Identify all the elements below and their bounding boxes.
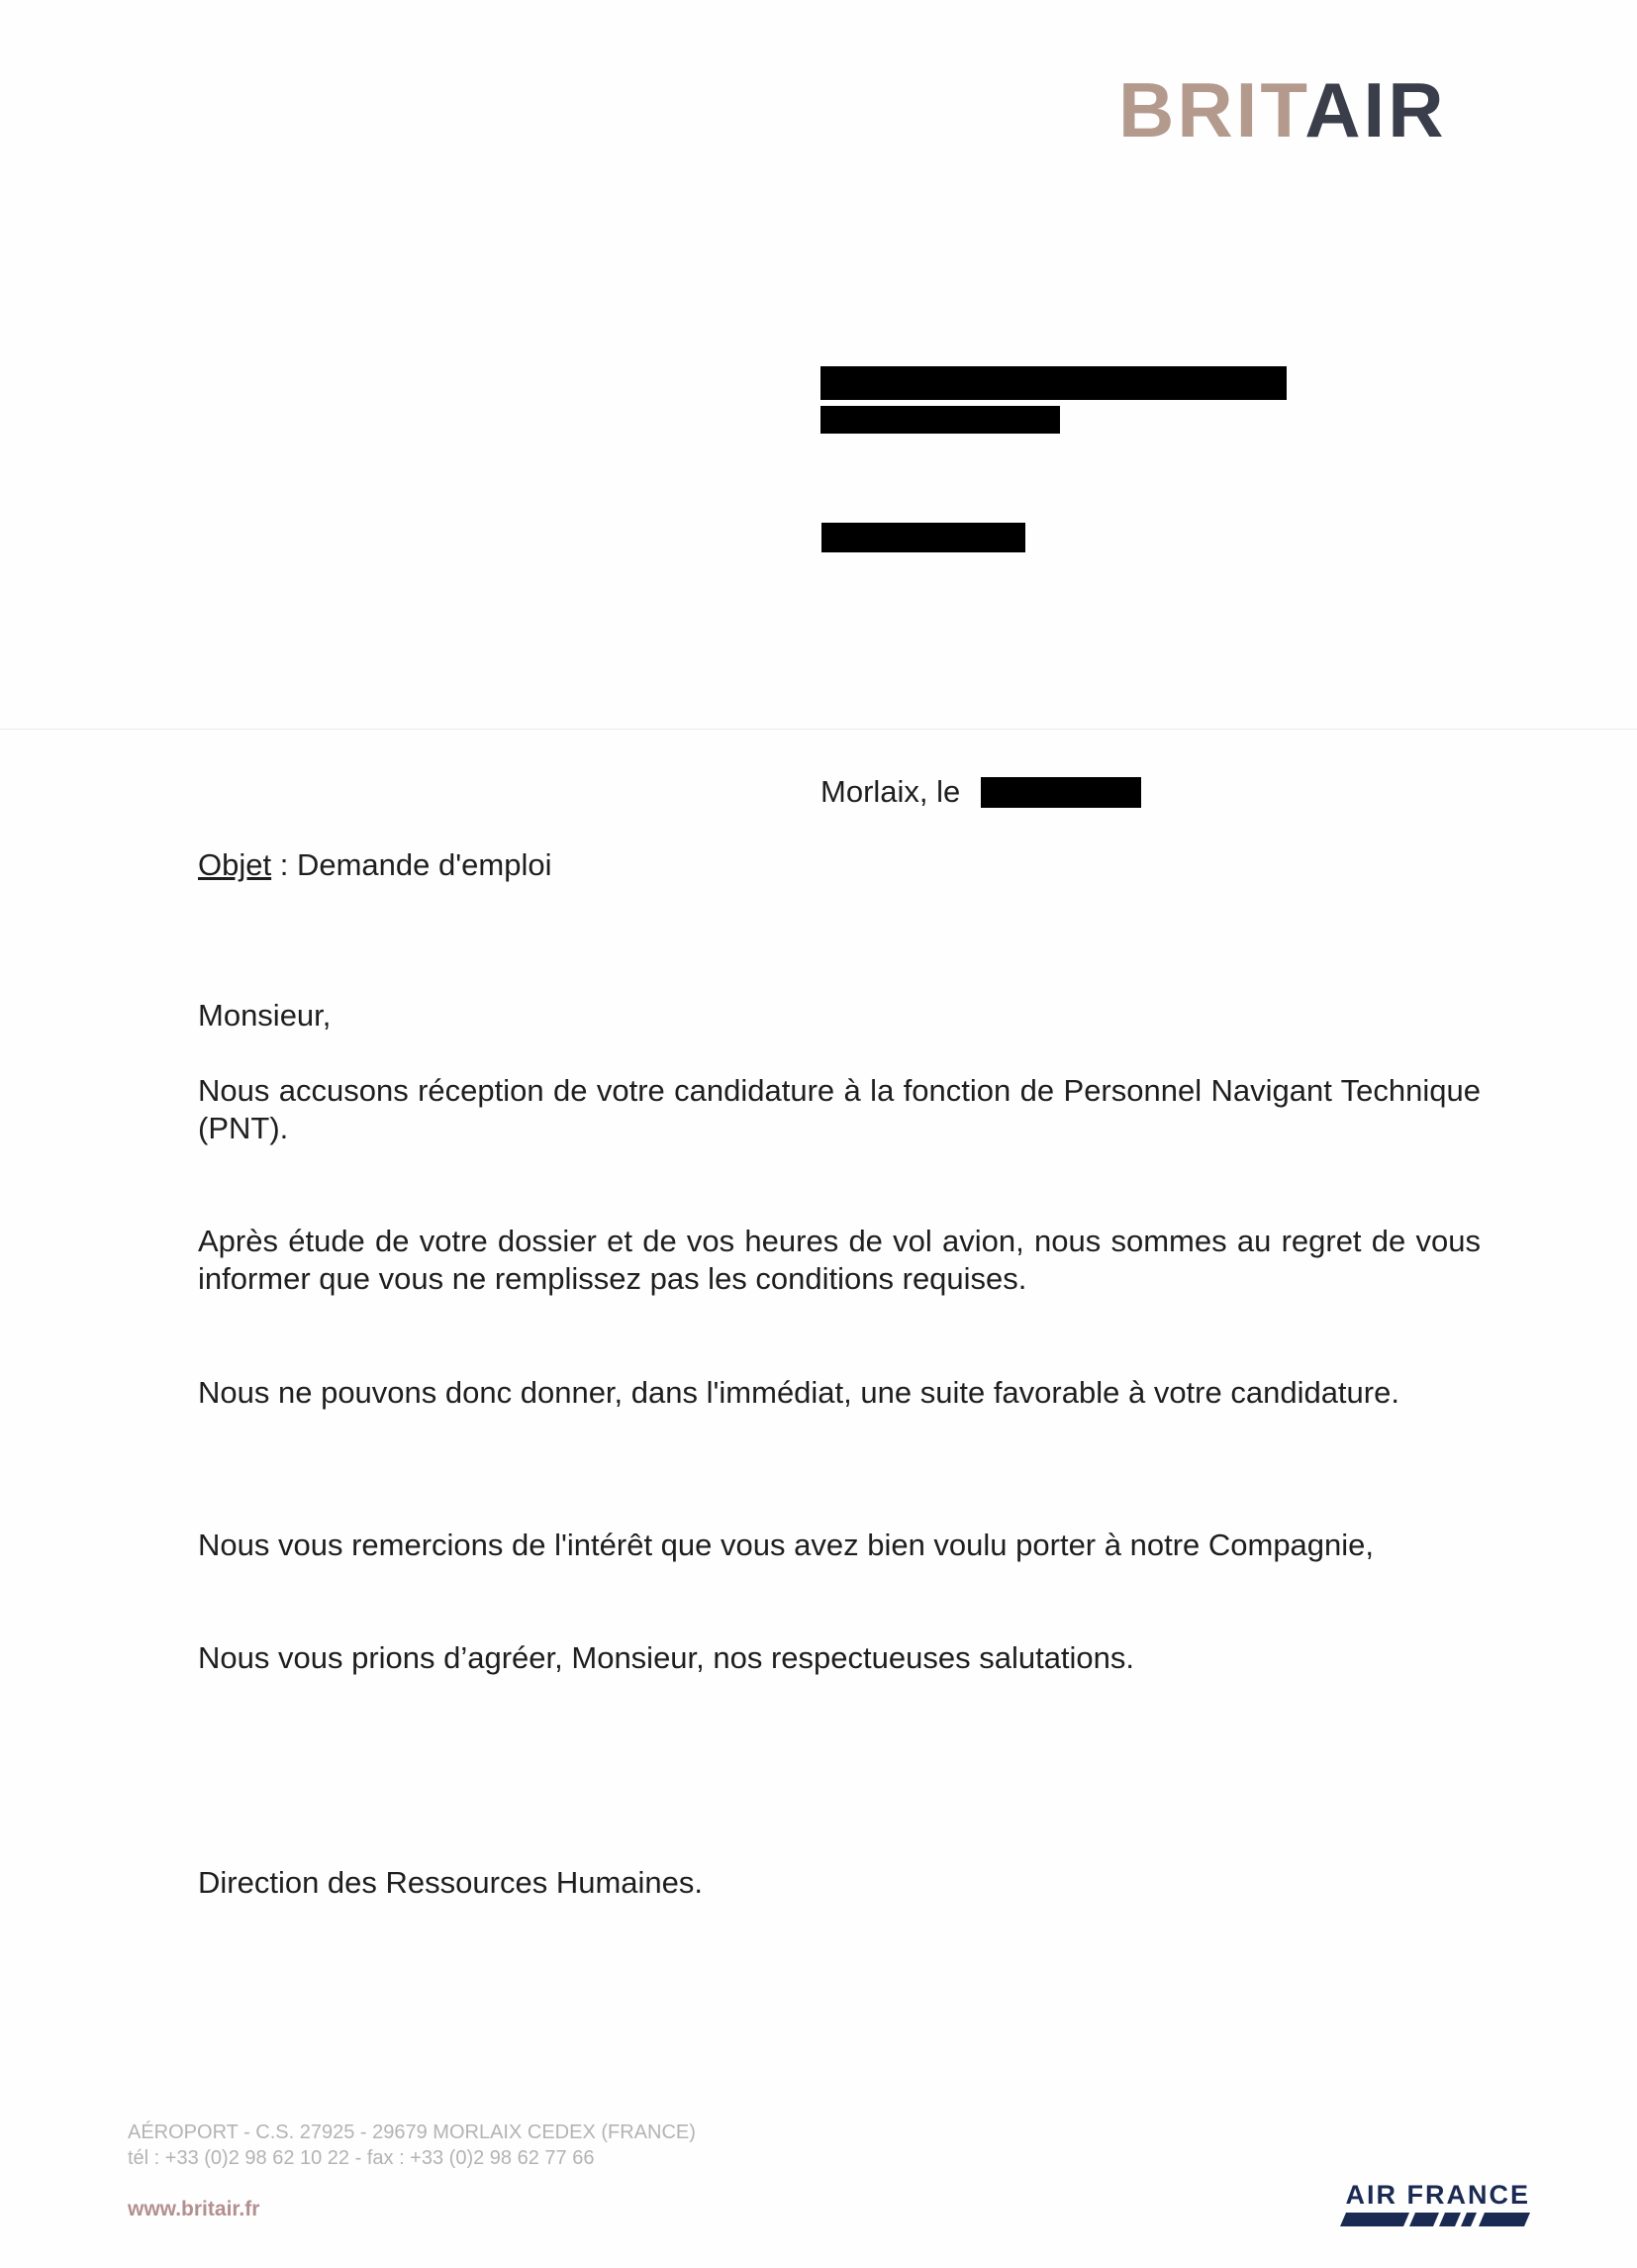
air-france-stripes-icon bbox=[1283, 2213, 1530, 2228]
air-france-logo-text: AIR FRANCE bbox=[1345, 2180, 1530, 2210]
redacted-recipient-city bbox=[821, 523, 1025, 552]
air-france-logo bbox=[1283, 2182, 1530, 2228]
paragraph-no-follow-up: Nous ne pouvons donc donner, dans l'immédiat, une suite favorable à votre candidature. bbox=[198, 1375, 1399, 1410]
place-date bbox=[820, 773, 960, 811]
logo-air-text: AIR bbox=[1304, 66, 1447, 153]
subject-separator: : bbox=[271, 847, 297, 882]
redacted-recipient-name bbox=[820, 366, 1287, 400]
footer-phone-fax: tél : +33 (0)2 98 62 10 22 - fax : +33 (0)2 98 62 77 66 bbox=[128, 2147, 595, 2169]
footer-address: AÉROPORT - C.S. 27925 - 29679 MORLAIX CEDEX (FRANCE) bbox=[128, 2121, 696, 2143]
footer-website: www.britair.fr bbox=[128, 2198, 260, 2220]
place-date-prefix: Morlaix, le bbox=[820, 774, 961, 809]
logo-brit-text: BRIT bbox=[1118, 66, 1305, 153]
subject-line bbox=[198, 846, 551, 884]
paragraph-thanks: Nous vous remercions de l'intérêt que vous avez bien voulu porter à notre Compagnie, bbox=[198, 1528, 1375, 1562]
paragraph-closing: Nous vous prions d’agréer, Monsieur, nos respectueuses salutations. bbox=[198, 1640, 1135, 1675]
paragraph-rejection-reason: Après étude de votre dossier et de vos heures de vol avion, nous sommes au regret de vous informer que vous ne remplissez pas les conditions requises. bbox=[198, 1224, 1481, 1296]
salutation: Monsieur, bbox=[198, 998, 332, 1033]
redacted-date bbox=[981, 777, 1141, 808]
fold-line bbox=[0, 729, 1637, 730]
redacted-recipient-address bbox=[820, 406, 1060, 434]
subject-text: Demande d'emploi bbox=[296, 847, 552, 882]
britair-logo bbox=[1118, 66, 1447, 153]
subject-label: Objet bbox=[198, 847, 272, 882]
paragraph-acknowledgement: Nous accusons réception de votre candidature à la fonction de Personnel Navigant Technique (PNT). bbox=[198, 1073, 1481, 1145]
signature: Direction des Ressources Humaines. bbox=[198, 1865, 703, 1900]
